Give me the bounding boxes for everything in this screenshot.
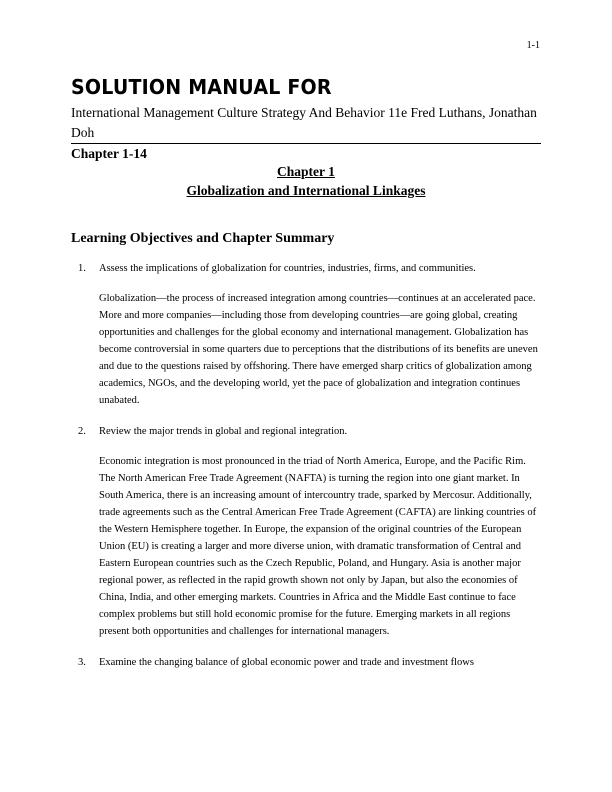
section-heading: Learning Objectives and Chapter Summary [71, 231, 335, 246]
learning-objectives-list [71, 262, 541, 686]
objective-statement: Examine the changing balance of global economic power and trade and investment flows [99, 657, 474, 668]
page-number: 1-1 [526, 40, 540, 51]
objective-number: 2. [78, 426, 86, 437]
objective-number: 3. [78, 657, 86, 668]
chapter-title-heading: Globalization and International Linkages [186, 183, 426, 198]
objective-statement: Review the major trends in global and regional integration. [99, 426, 348, 437]
objective-item [71, 425, 541, 640]
chapter-number-heading: Chapter 1 [277, 164, 335, 179]
document-subtitle: International Management Culture Strategy And Behavior 11e Fred Luthans, Jonathan Doh [71, 105, 537, 140]
objective-item [71, 656, 541, 670]
chapter-range: Chapter 1-14 [71, 146, 147, 161]
objective-summary: Globalization—the process of increased integration among countries—continues at an accelerated pace. More and more companies—including those from developing countries—are going global, creating opportunities and challenges for the global economy and international management. Globalization has become controversial in some quarters due to perceptions that the distributions of its benefits are uneven and due to the questions raised by offshoring. There have emerged sharp critics of globalization among academics, NGOs, and the developing world, yet the pace of globalization and integration continues unabated. [99, 293, 538, 406]
document-title: SOLUTION MANUAL FOR [71, 76, 332, 100]
objective-item [71, 262, 541, 409]
header-divider [71, 143, 541, 144]
objective-summary: Economic integration is most pronounced in the triad of North America, Europe, and the Pacific Rim. The North American Free Trade Agreement (NAFTA) is turning the region into one giant market. In South America, there is an increasing amount of intercountry trade, sparked by Mercosur. Additionally, trade agreements such as the Central American Free Trade Agreement (CAFTA) are linking countries of the Western Hemisphere together. In Europe, the expansion of the original countries of the European Union (EU) is creating a larger and more diverse union, with dramatic transformation of Central and Eastern European countries such as the Czech Republic, Poland, and Hungary. Asia is another major regional power, as reflected in the rapid growth shown not only by Japan, but also the economies of China, India, and other emerging markets. Countries in Africa and the Middle East continue to face complex problems but still hold economic promise for the future. Emerging markets in all regions present both opportunities and challenges for international managers. [99, 456, 537, 637]
objective-statement: Assess the implications of globalization for countries, industries, firms, and communities. [99, 263, 476, 274]
objective-number: 1. [78, 263, 86, 274]
